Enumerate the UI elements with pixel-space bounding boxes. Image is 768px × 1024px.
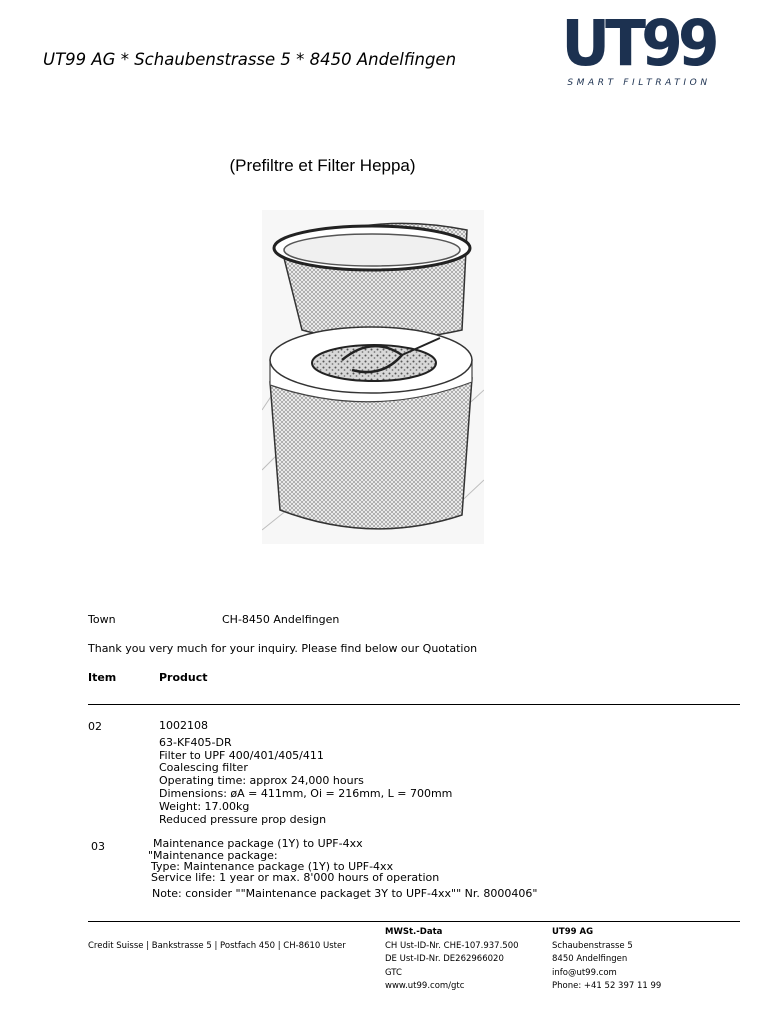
product-line: Operating time: approx 24,000 hours xyxy=(159,774,364,788)
product-line: Filter to UPF 400/401/405/411 xyxy=(159,748,324,762)
intro-text: Thank you very much for your inquiry. Please find below our Quotation xyxy=(88,642,478,655)
company-logo xyxy=(548,7,728,92)
footer-tax-line: DE Ust-ID-Nr. DE262966020 xyxy=(385,954,504,964)
product-line: Service life: 1 year or max. 8'000 hours of operation xyxy=(151,871,440,884)
header-address: UT99 AG * Schaubenstrasse 5 * 8450 Andelfingen xyxy=(43,50,457,69)
logo-wordmark: UT99 xyxy=(561,7,715,81)
product-line: Reduced pressure prop design xyxy=(159,812,327,826)
logo-tagline: SMART FILTRATION xyxy=(567,78,711,88)
column-header-product: Product xyxy=(159,671,208,684)
footer-tax-line: CH Ust-ID-Nr. CHE-107.937.500 xyxy=(385,940,519,951)
product-line: 1002108 xyxy=(159,719,208,732)
footer-company-line: Phone: +41 52 397 11 99 xyxy=(552,981,662,991)
product-line: Note: consider ""Maintenance packaget 3Y to UPF-4xx"" Nr. 8000406" xyxy=(152,887,538,900)
footer-company-line: 8450 Andelfingen xyxy=(552,954,628,964)
product-line: Coalescing filter xyxy=(159,761,248,775)
footer-company-line: Schaubenstrasse 5 xyxy=(552,940,633,951)
table-row-item-number: 02 xyxy=(88,720,102,733)
footer-company-heading: UT99 AG xyxy=(552,927,594,937)
footer-divider xyxy=(88,921,740,922)
footer-tax-heading: MWSt.-Data xyxy=(385,927,443,937)
footer-tax-info xyxy=(385,926,519,994)
product-line: Dimensions: øA = 411mm, Oi = 216mm, L = 700mm xyxy=(159,786,453,800)
table-row-product xyxy=(159,720,452,826)
footer-bank-info: Credit Suisse | Bankstrasse 5 | Postfach 450 | CH-8610 Uster xyxy=(88,941,346,951)
table-row-item-number: 03 xyxy=(91,840,105,853)
header-divider xyxy=(88,704,740,705)
product-line: "Maintenance package: xyxy=(148,849,278,862)
column-header-item: Item xyxy=(88,671,117,684)
product-line: Maintenance package (1Y) to UPF-4xx xyxy=(153,837,363,850)
product-photo xyxy=(262,210,484,544)
footer-tax-line: GTC xyxy=(385,967,402,978)
product-line: Type: Maintenance package (1Y) to UPF-4xx xyxy=(151,860,394,873)
product-line: 63-KF405-DR xyxy=(159,735,232,749)
footer-email-link[interactable]: info@ut99.com xyxy=(552,967,617,978)
town-label: Town xyxy=(88,613,116,626)
table-row-product xyxy=(0,838,768,908)
footer-gtc-link[interactable]: www.ut99.com/gtc xyxy=(385,981,465,991)
town-value: CH-8450 Andelfingen xyxy=(222,613,340,626)
document-title: (Prefiltre et Filter Heppa) xyxy=(229,156,416,175)
footer-company-info xyxy=(552,926,661,994)
product-line: Weight: 17.00kg xyxy=(159,799,250,813)
